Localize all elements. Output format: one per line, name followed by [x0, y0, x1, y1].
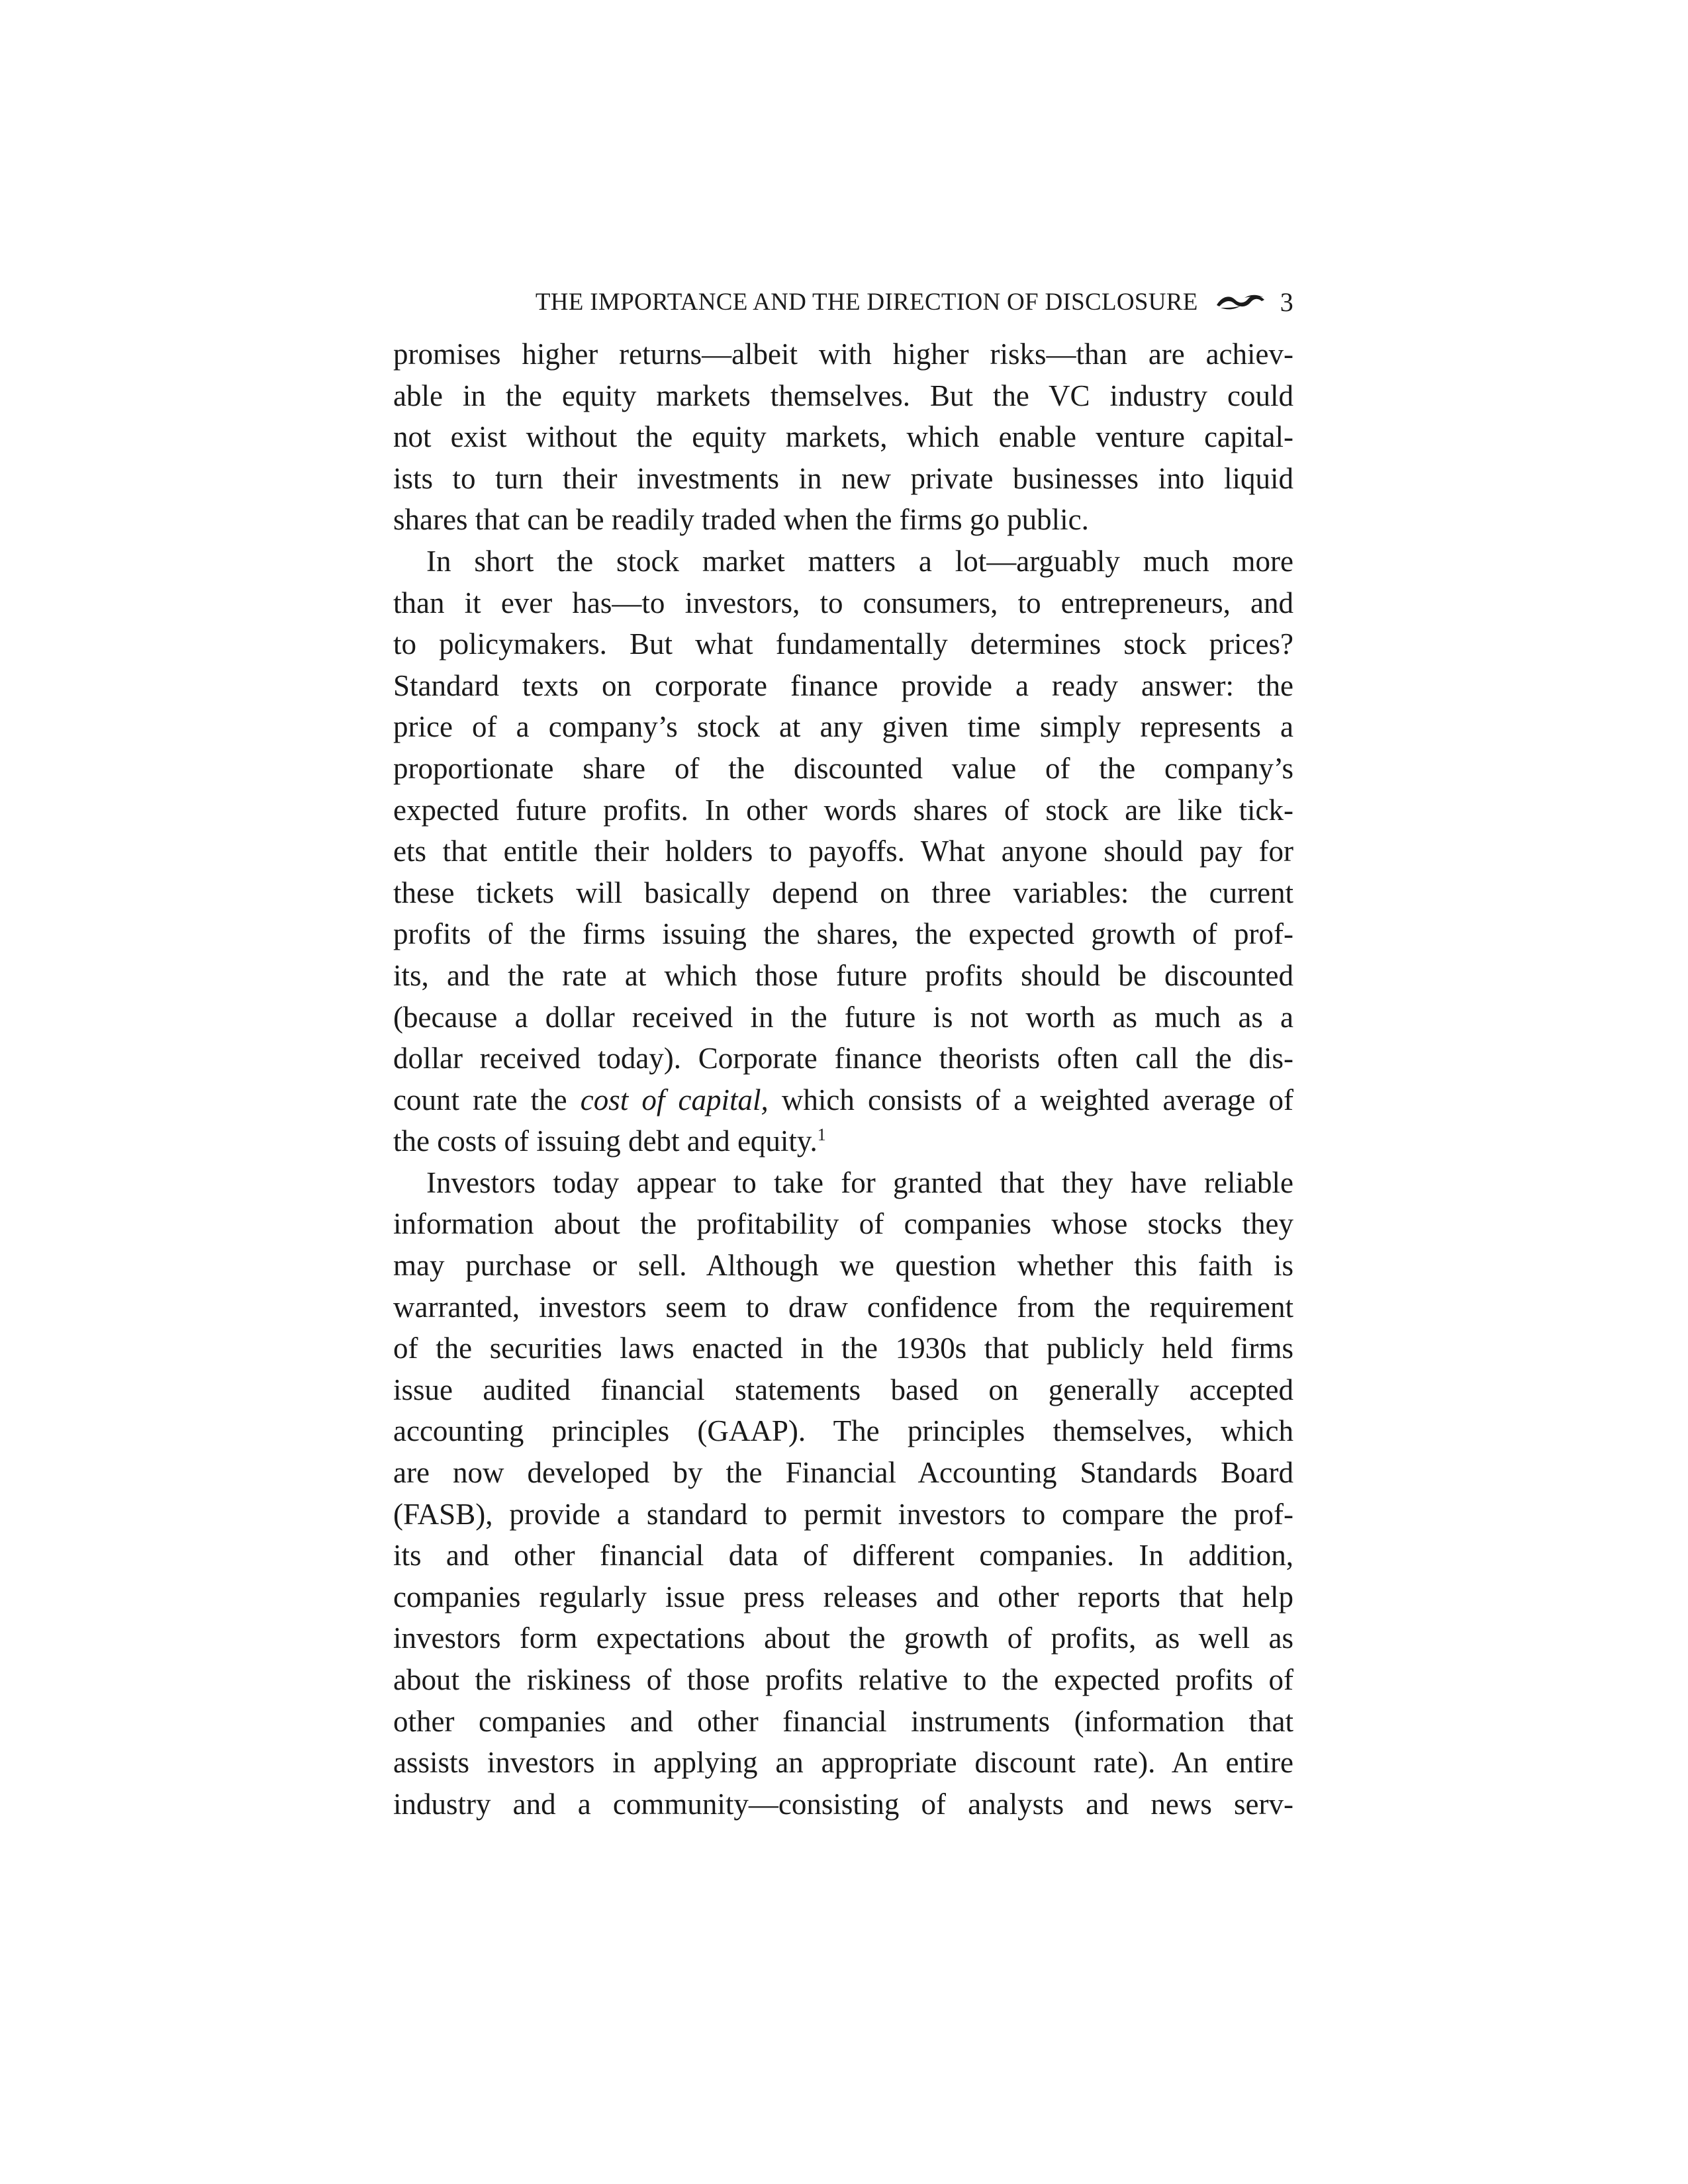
text-line: Investors today appear to take for granted that they have reliable — [426, 1165, 1293, 1199]
text-line: issue audited financial statements based on generally accepted — [393, 1373, 1293, 1406]
text-line: of the securities laws enacted in the 1930s that publicly held firms — [393, 1332, 1293, 1365]
text-line: ists to turn their investments in new private businesses into liquid — [393, 461, 1293, 495]
italic-term: cost of capital, — [580, 1083, 769, 1116]
text-line: warranted, investors seem to draw confidence from the requirement — [393, 1290, 1293, 1324]
text-line: its, and the rate at which those future profits should be discounted — [393, 958, 1293, 992]
text-line: expected future profits. In other words shares of stock are like tick- — [393, 793, 1293, 827]
text-segment: the costs of issuing debt and equity. — [393, 1124, 818, 1158]
text-line: able in the equity markets themselves. But the VC industry could — [393, 379, 1293, 412]
text-line: companies regularly issue press releases and other reports that help — [393, 1580, 1293, 1614]
text-line: In short the stock market matters a lot—arguably much more — [426, 544, 1293, 578]
text-line: price of a company’s stock at any given time simply represents a — [393, 710, 1293, 744]
text-line: these tickets will basically depend on three variables: the current — [393, 876, 1293, 909]
text-line: profits of the firms issuing the shares, the expected growth of prof- — [393, 917, 1293, 951]
text-line: promises higher returns—albeit with higher risks—than are achiev- — [393, 338, 1293, 371]
text-line: may purchase or sell. Although we question whether this faith is — [393, 1249, 1293, 1283]
text-line: investors form expectations about the growth of profits, as well as — [393, 1621, 1293, 1655]
text-line-with-italic — [393, 1079, 1293, 1121]
text-line: ets that entitle their holders to payoffs. What anyone should pay for — [393, 835, 1293, 868]
text-line: industry and a community—consisting of analysts and news serv- — [393, 1787, 1293, 1821]
text-line: dollar received today). Corporate finance theorists often call the dis- — [393, 1042, 1293, 1075]
text-line: to policymakers. But what fundamentally determines stock prices? — [393, 627, 1293, 661]
paragraph-1 — [393, 334, 1293, 541]
text-line: (because a dollar received in the future is not worth as much as a — [393, 1000, 1293, 1034]
text-line: not exist without the equity markets, which enable venture capital- — [393, 420, 1293, 454]
text-line: proportionate share of the discounted value of the company’s — [393, 751, 1293, 785]
body-text — [393, 334, 1293, 1825]
text-line: Standard texts on corporate finance provide a ready answer: the — [393, 668, 1293, 702]
text-line: assists investors in applying an appropriate discount rate). An entire — [393, 1746, 1293, 1780]
paragraph-3 — [393, 1162, 1293, 1825]
page-number: 3 — [1280, 287, 1293, 317]
running-title: THE IMPORTANCE AND THE DIRECTION OF DISCLOSURE — [535, 288, 1198, 316]
running-head — [393, 282, 1293, 322]
text-line: about the riskiness of those profits relative to the expected profits of — [393, 1663, 1293, 1696]
text-line-with-footnote — [393, 1120, 1293, 1162]
text-line: are now developed by the Financial Accounting Standards Board — [393, 1456, 1293, 1490]
text-line: other companies and other financial instruments (information that — [393, 1704, 1293, 1738]
footnote-reference[interactable]: 1 — [817, 1125, 826, 1145]
text-line: its and other financial data of different companies. In addition, — [393, 1539, 1293, 1572]
text-line: (FASB), provide a standard to permit investors to compare the prof- — [393, 1497, 1293, 1531]
text-line: than it ever has—to investors, to consumers, to entrepreneurs, and — [393, 586, 1293, 619]
swash-ornament-icon — [1215, 292, 1266, 312]
text-line: information about the profitability of companies whose stocks they — [393, 1207, 1293, 1241]
text-line: accounting principles (GAAP). The principles themselves, which — [393, 1414, 1293, 1448]
text-line: shares that can be readily traded when the firms go public. — [393, 503, 1089, 537]
text-segment: count rate the — [393, 1083, 581, 1116]
text-segment: which consists of a weighted average of — [768, 1083, 1293, 1116]
paragraph-2 — [393, 541, 1293, 1162]
